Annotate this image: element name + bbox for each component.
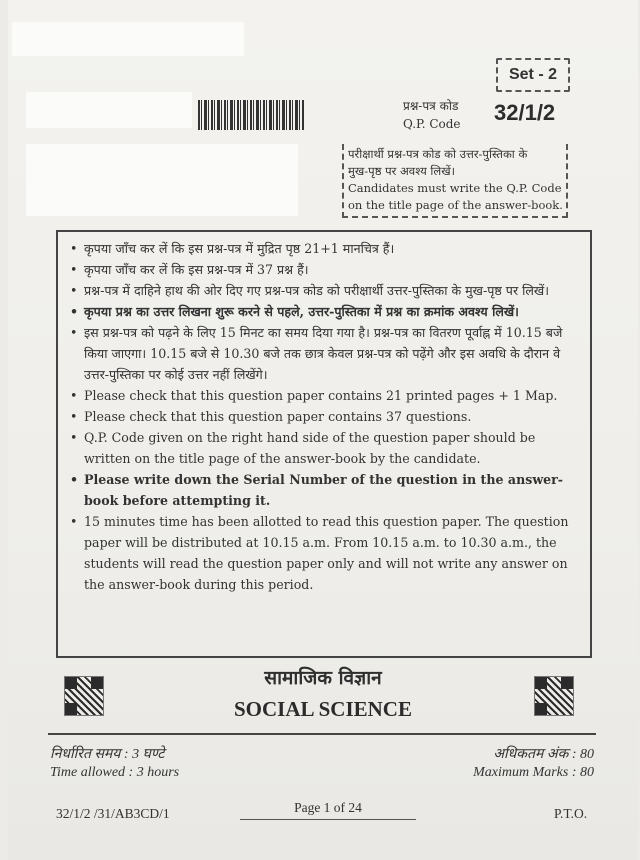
instruction-item: • कृपया जाँच कर लें कि इस प्रश्न-पत्र में 37 प्रश्न हैं। [70,259,580,280]
redacted-area-top [12,22,244,56]
time-allowed-hindi: निर्धारित समय : 3 घण्टे [50,747,165,762]
time-allowed-english: Time allowed : 3 hours [50,765,180,780]
pto-label: P.T.O. [554,806,588,821]
question-paper-page [8,0,638,860]
set-label: Set - 2 [496,58,570,92]
instruction-item: • Please check that this question paper contains 21 printed pages + 1 Map. [70,385,580,406]
maximum-marks-english: Maximum Marks : 80 [473,765,594,780]
instruction-item: • कृपया जाँच कर लें कि इस प्रश्न-पत्र में मुद्रित पृष्ठ 21+1 मानचित्र हैं। [70,238,580,259]
instruction-item: • कृपया प्रश्न का उत्तर लिखना शुरू करने से पहले, उत्तर-पुस्तिका में प्रश्न का क्रमांक अवश्य लिखें। [70,301,580,322]
instruction-item: • 15 minutes time has been allotted to read this question paper. The question paper will be distributed at 10.15 a.m. From 10.15 a.m. to 10.30 a.m., the students will read the question paper only and will not write any answer on the answer-book during this period. [70,511,580,595]
qp-code-label-english: Q.P. Code [403,117,461,131]
notice-line: on the title page of the answer-book. [348,198,563,212]
instruction-item: • Q.P. Code given on the right hand side of the question paper should be written on the title page of the answer-book by the candidate. [70,427,580,469]
maximum-marks-hindi: अधिकतम अंक : 80 [493,747,594,762]
instructions-box [56,230,592,658]
subject-title-hindi: सामाजिक विज्ञान [264,667,382,689]
redacted-area-lower [26,144,298,216]
divider [48,733,596,735]
subject-title-english: SOCIAL SCIENCE [234,697,412,721]
qp-code-label [403,97,461,133]
instruction-item: • Please write down the Serial Number of the question in the answer-book before attempting it. [70,469,580,511]
instructions-list [70,238,580,595]
notice-line: परीक्षार्थी प्रश्न-पत्र कोड को उत्तर-पुस्तिका के [348,147,528,161]
barcode-icon [198,100,304,130]
redacted-area-middle [26,92,192,128]
page-number: Page 1 of 24 [240,800,416,820]
instruction-item: • प्रश्न-पत्र में दाहिने हाथ की ओर दिए गए प्रश्न-पत्र कोड को परीक्षार्थी उत्तर-पुस्तिका के मुख-पृष्ठ पर लिखें। [70,280,580,301]
paper-code-footer: 32/1/2 /31/AB3CD/1 [56,806,170,821]
instruction-item: • इस प्रश्न-पत्र को पढ़ने के लिए 15 मिनट का समय दिया गया है। प्रश्न-पत्र का वितरण पूर्वाह्न में 10.15 बजे किया जाएगा। 10.15 बजे से 10.30 बजे तक छात्र केवल प्रश्न-पत्र को पढ़ेंगे और इस अवधि के दौरान वे उत्तर-पुस्तिका पर कोई उत्तर नहीं लिखेंगे। [70,322,580,385]
candidate-notice-box [342,144,568,218]
qp-code-value: 32/1/2 [494,100,556,125]
instruction-item: • Please check that this question paper contains 37 questions. [70,406,580,427]
notice-line: मुख-पृष्ठ पर अवश्य लिखें। [348,164,455,178]
notice-line: Candidates must write the Q.P. Code [348,181,562,195]
qp-code-label-hindi: प्रश्न-पत्र कोड [403,99,459,113]
